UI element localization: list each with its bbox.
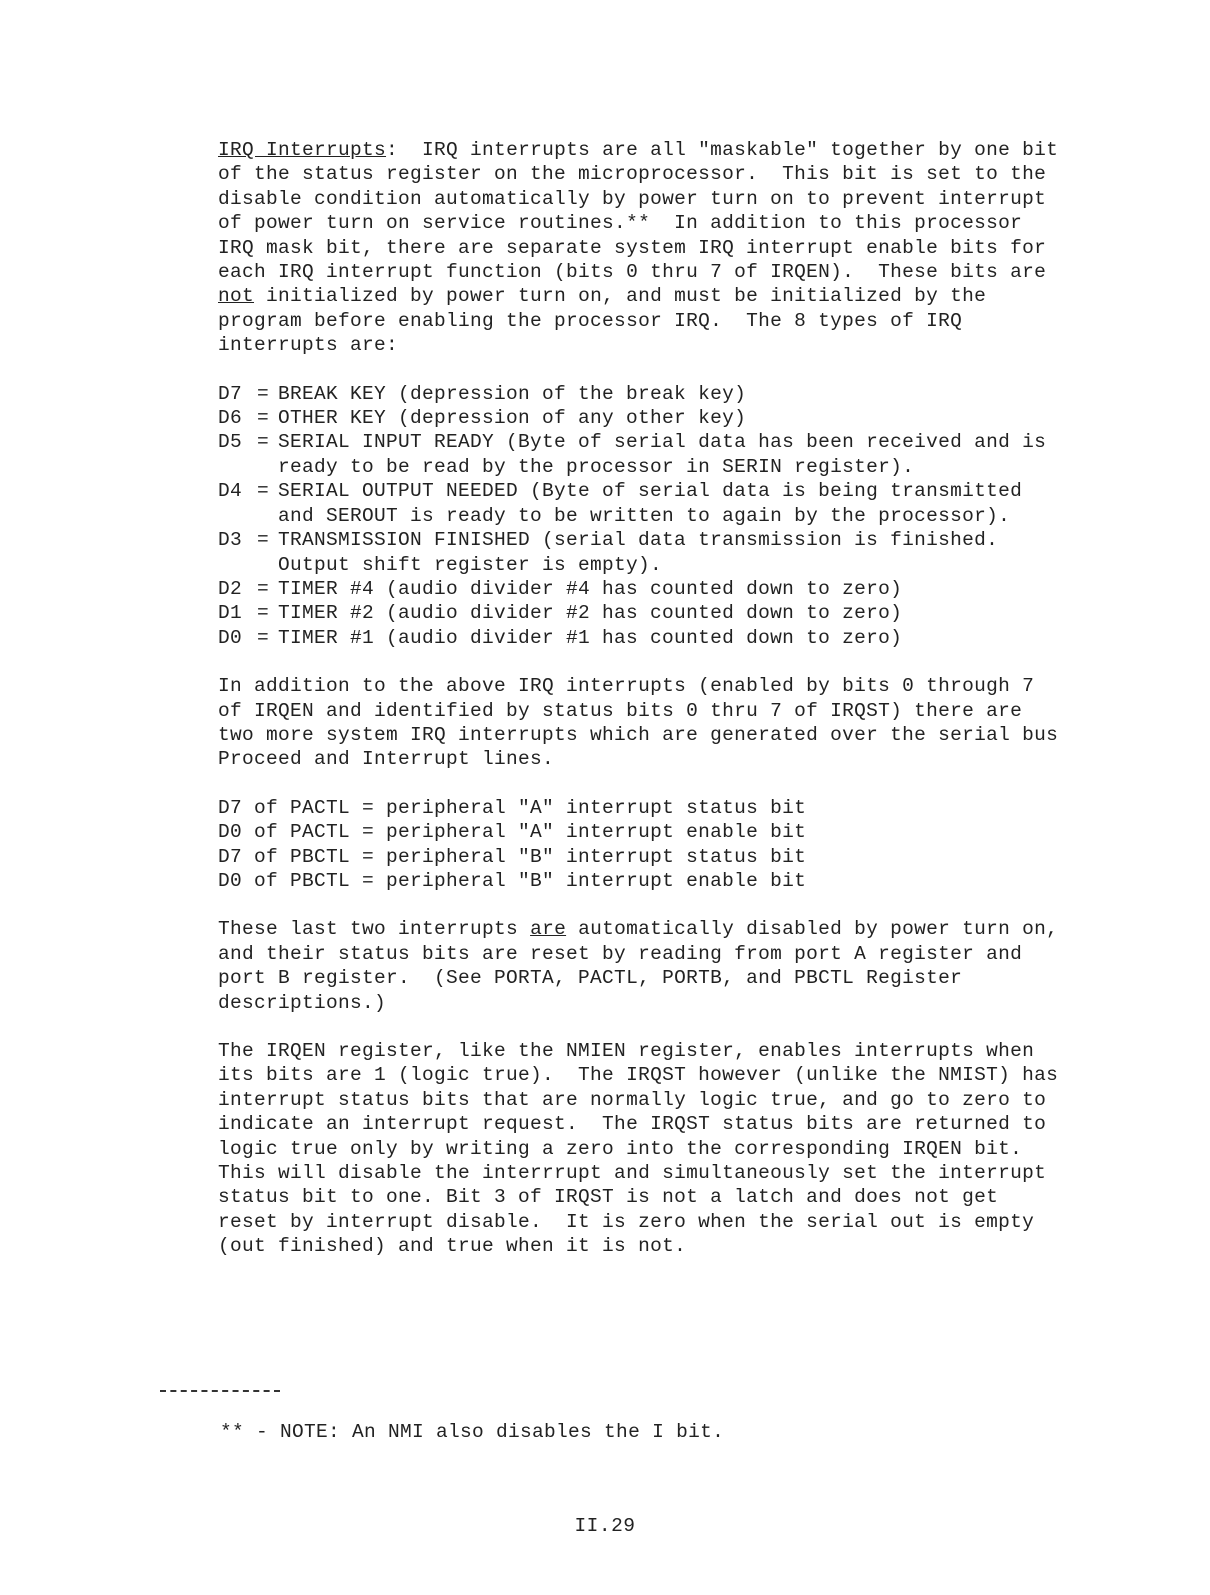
irq-description: BREAK KEY (depression of the break key) [278, 382, 747, 405]
equals-sign: = [256, 577, 269, 600]
irq-type-item [218, 601, 1070, 625]
page-number: II.29 [574, 1515, 636, 1537]
irq-description: SERIAL INPUT READY (Byte of serial data has been received and is ready to be read by the processor in SERIN register). [278, 431, 1047, 478]
equals-sign: = [256, 480, 269, 503]
section-heading: IRQ Interrupts [218, 139, 387, 161]
emphasis-are: are [530, 918, 567, 941]
irq-types-list [160, 382, 1070, 650]
irq-type-item [218, 577, 1070, 601]
equals-sign: = [256, 529, 269, 552]
equals-sign: = [256, 407, 269, 430]
irq-description: SERIAL OUTPUT NEEDED (Byte of serial data is being transmitted and SEROUT is ready to be written to again by the processor). [278, 480, 1023, 527]
heading-colon: : [386, 139, 399, 161]
irq-type-item [218, 479, 1070, 528]
irq-bit-label: D1 [218, 602, 243, 625]
intro-text-1: IRQ interrupts are all "maskable" together by one bit of the status register on the microprocessor. This bit is set to the disable condition automatically by power turn on to prevent interrupt of power turn on service routines.** In addition to this processor IRQ mask bit, there are separate system IRQ interrupt enable bits for each IRQ interrupt function (bits 0 thru 7 of IRQEN). These bits are [218, 139, 1071, 284]
footnote: ** - NOTE: An NMI also disables the I bit. [220, 1421, 725, 1443]
irq-type-item [218, 528, 1070, 577]
footnote-divider [160, 1390, 280, 1392]
irq-bit-label: D7 [218, 382, 243, 405]
irq-type-item [218, 406, 1070, 430]
intro-paragraph [160, 138, 1070, 358]
equals-sign: = [256, 602, 269, 625]
irq-bit-label: D4 [218, 480, 243, 503]
irq-type-item [218, 430, 1070, 479]
intro-text-2: initialized by power turn on, and must be initialized by the program before enabling the processor IRQ. The 8 types of IRQ interrupts are: [218, 285, 999, 357]
peripheral-bit-item: D7 of PBCTL = peripheral "B" interrupt status bit [218, 845, 807, 868]
peripheral-bit-item: D7 of PACTL = peripheral "A" interrupt status bit [218, 796, 807, 819]
last-two-paragraph [160, 917, 1070, 1015]
equals-sign: = [256, 626, 269, 649]
addition-paragraph: In addition to the above IRQ interrupts (enabled by bits 0 through 7 of IRQEN and identified by status bits 0 thru 7 of IRQST) there are two more system IRQ interrupts which are generated over the serial bus Proceed and Interrupt lines. [218, 675, 1071, 771]
irq-type-item [218, 626, 1070, 650]
peripheral-bit-item: D0 of PBCTL = peripheral "B" interrupt enable bit [218, 869, 807, 892]
last-two-text-1: These last two interrupts [218, 918, 531, 941]
irq-description: OTHER KEY (depression of any other key) [278, 407, 747, 430]
body-text [160, 138, 1070, 1283]
irq-type-item [218, 382, 1070, 406]
irq-bit-label: D5 [218, 431, 243, 454]
irq-description: TIMER #2 (audio divider #2 has counted down to zero) [278, 602, 903, 625]
irq-bit-label: D3 [218, 529, 243, 552]
irq-description: TRANSMISSION FINISHED (serial data transmission is finished. Output shift register is empty). [278, 529, 999, 576]
emphasis-not: not [218, 285, 255, 308]
irq-bit-label: D2 [218, 577, 243, 600]
irq-bit-label: D6 [218, 407, 243, 430]
last-two-text-2: automatically disabled by power turn on, and their status bits are reset by reading from port A register and port B register. (See PORTA, PACTL, PORTB, and PBCTL Register descriptions.) [218, 918, 1071, 1014]
peripheral-bits-list [218, 796, 1070, 894]
irq-description: TIMER #4 (audio divider #4 has counted down to zero) [278, 577, 903, 600]
equals-sign: = [256, 382, 269, 405]
irqen-paragraph: The IRQEN register, like the NMIEN register, enables interrupts when its bits are 1 (logic true). The IRQST however (unlike the NMIST) has interrupt status bits that are normally logic true, and go to zero to indicate an interrupt request. The IRQST status bits are returned to logic true only by writing a zero into the corresponding IRQEN bit. This will disable the interrrupt and simultaneously set the interrupt status bit to one. Bit 3 of IRQST is not a latch and does not get reset by interrupt disable. It is zero when the serial out is empty (out finished) and true when it is not. [218, 1040, 1071, 1258]
irq-bit-label: D0 [218, 626, 243, 649]
irq-description: TIMER #1 (audio divider #1 has counted down to zero) [278, 626, 903, 649]
equals-sign: = [256, 431, 269, 454]
peripheral-bit-item: D0 of PACTL = peripheral "A" interrupt enable bit [218, 821, 807, 844]
